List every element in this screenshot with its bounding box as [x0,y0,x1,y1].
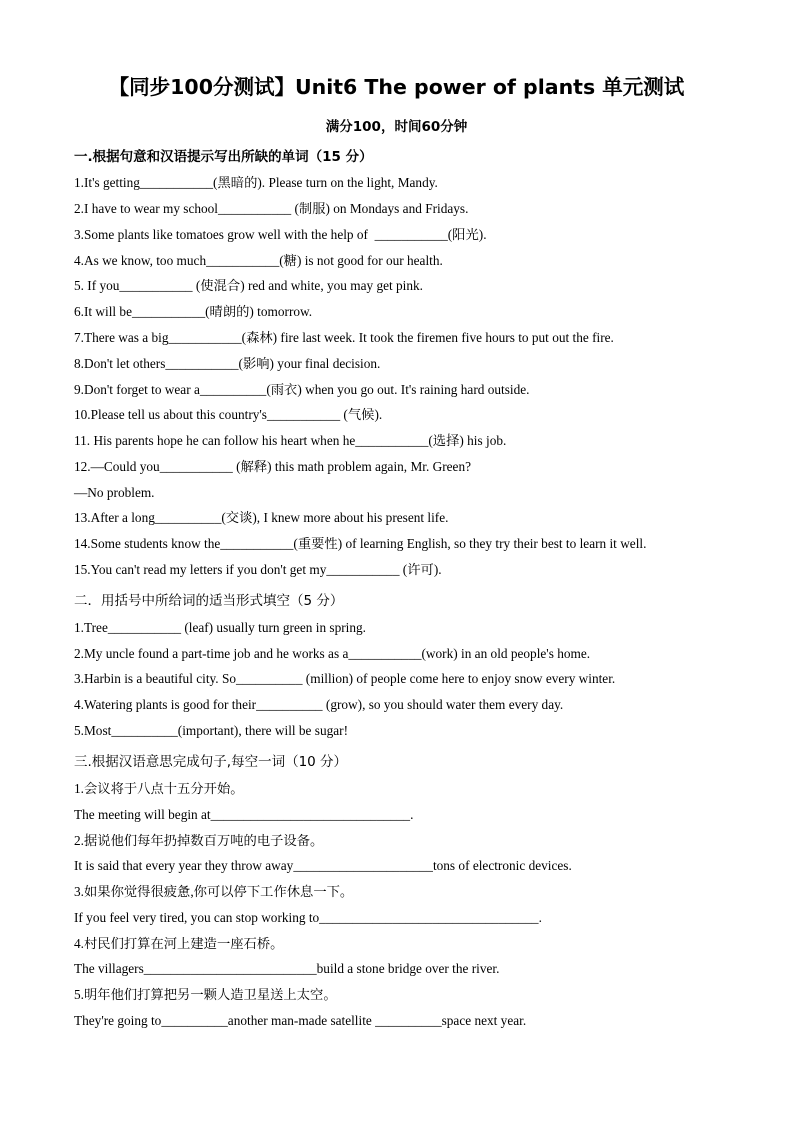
question-item: 5. If you___________ (使混合) red and white, you may get pink. [74,278,423,294]
question-item: 10.Please tell us about this country's___________ (气候). [74,407,383,423]
question-item: 3.Harbin is a beautiful city. So__________ (million) of people come here to enjoy snow every winter. [74,671,616,687]
question-item: 1.Tree___________ (leaf) usually turn green in spring. [74,619,366,635]
question-item: 14.Some students know the___________(重要性) of learning English, so they try their best to learn it well. [74,536,647,552]
question-item: 6.It will be___________(晴朗的) tomorrow. [74,304,313,320]
question-item: 7.There was a big___________(森林) fire last week. It took the firemen five hours to put out the fire. [74,329,614,345]
question-answer-line: The meeting will begin at______________________________. [74,806,414,822]
section-heading-3: 三.根据汉语意思完成句子,每空一词（10 分） [74,754,348,771]
question-answer-line: If you feel very tired, you can stop working to_________________________________. [74,909,542,925]
question-item: 5.Most__________(important), there will be sugar! [74,722,349,738]
question-item: 15.You can't read my letters if you don't get my___________ (许可). [74,561,442,577]
question-item: 2.I have to wear my school___________ (制服) on Mondays and Fridays. [74,201,469,217]
question-item: 12.—Could you___________ (解释) this math problem again, Mr. Green? [74,458,472,474]
question-answer-line: It is said that every year they throw away_____________________tons of electronic devices. [74,858,572,874]
question-item: 11. His parents hope he can follow his heart when he___________(选择) his job. [74,433,507,449]
question-item: 4.Watering plants is good for their__________ (grow), so you should water them every day. [74,697,564,713]
question-item: 4.As we know, too much___________(糖) is not good for our health. [74,252,443,268]
question-answer-line: The villagers__________________________build a stone bridge over the river. [74,961,500,977]
page-subtitle: 满分100，时间60分钟 [325,118,468,135]
page-title: 【同步100分测试】Unit6 The power of plants 单元测试 [108,75,685,99]
question-item: 3.如果你觉得很疲惫,你可以停下工作休息一下。 [74,884,354,900]
question-item: 1.会议将于八点十五分开始。 [74,780,244,796]
question-answer-line: They're going to__________another man-made satellite __________space next year. [74,1012,527,1028]
section-heading-2: 二．用括号中所给词的适当形式填空（5 分） [74,593,344,610]
question-item: 5.明年他们打算把另一颗人造卫星送上太空。 [74,987,337,1003]
question-item: 13.After a long__________(交谈), I knew more about his present life. [74,510,449,526]
question-item: 2.My uncle found a part-time job and he works as a___________(work) in an old people's home. [74,645,591,661]
question-answer-line: —No problem. [74,484,155,500]
question-item: 3.Some plants like tomatoes grow well with the help of ___________(阳光). [74,226,487,242]
question-item: 2.据说他们每年扔掉数百万吨的电子设备。 [74,832,324,848]
question-item: 8.Don't let others___________(影响) your final decision. [74,355,381,371]
question-item: 1.It's getting___________(黑暗的). Please turn on the light, Mandy. [74,175,438,191]
section-heading-1: 一.根据句意和汉语提示写出所缺的单词（15 分） [74,148,373,165]
question-item: 4.村民们打算在河上建造一座石桥。 [74,935,284,951]
question-item: 9.Don't forget to wear a__________(雨衣) when you go out. It's raining hard outside. [74,381,530,397]
